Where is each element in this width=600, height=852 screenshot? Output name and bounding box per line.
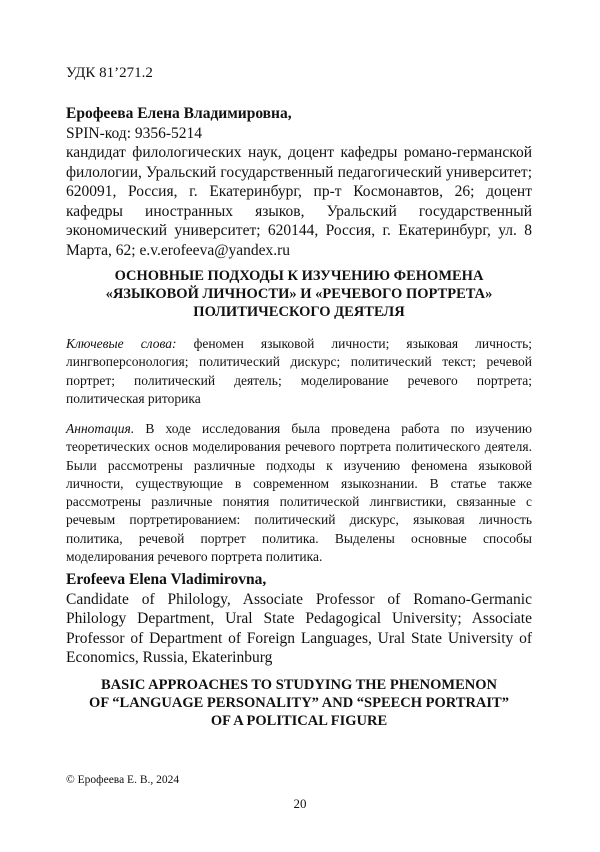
- title-en-line: BASIC APPROACHES TO STUDYING THE PHENOMENON: [100, 677, 497, 693]
- author-affiliation-ru: кандидат филологических наук, доцент кафедры романо-германской филологии, Уральский государственный педагогический университет; 620091, Россия, г. Екатеринбург, пр-т Космонавтов, 26; доцент кафедры иностранных языков, Уральский государственный экономический университет; 620144, Россия, г. Екатеринбург, ул. 8 Марта, 62; e.v.erofeeva@yandex.ru: [66, 144, 532, 259]
- title-ru-line: ОСНОВНЫЕ ПОДХОДЫ К ИЗУЧЕНИЮ ФЕНОМЕНА: [114, 268, 484, 284]
- title-ru-line: ПОЛИТИЧЕСКОГО ДЕЯТЕЛЯ: [193, 304, 405, 320]
- page-number: 20: [293, 796, 307, 811]
- title-ru-line: «ЯЗЫКОВОЙ ЛИЧНОСТИ» И «РЕЧЕВОГО ПОРТРЕТА»: [105, 286, 493, 302]
- title-en-line: OF “LANGUAGE PERSONALITY” AND “SPEECH PORTRAIT”: [89, 695, 509, 711]
- keywords: [66, 335, 532, 408]
- author-block-ru: [66, 104, 532, 260]
- annotation-label: Аннотация.: [66, 421, 135, 436]
- title-en-line: OF A POLITICAL FIGURE: [210, 713, 388, 729]
- annotation-text: В ходе исследования была проведена работа по изучению теоретических основ моделирования речевого портрета политического деятеля. Были рассмотрены различные подходы к изучению феномена языковой личности, существующие в современном языкознании. В статье также рассмотрены различные понятия политической лингвистики, связанные с речевым портретированием: политический дискурс, языковая личность политика, речевой портрет политика. Выделены основные способы моделирования речевого портрета политика.: [66, 421, 532, 565]
- keywords-text: феномен языковой личности; языковая личность; лингвоперсонология; политический дискурс; политический текст; речевой портрет; политический деятель; моделирование речевого портрета; политическая риторика: [66, 336, 532, 406]
- copyright: © Ерофеева Е. В., 2024: [66, 774, 180, 786]
- author-name-ru: Ерофеева Елена Владимировна,: [66, 105, 292, 122]
- author-spin: SPIN-код: 9356-5214: [66, 124, 203, 142]
- article-title-ru: [66, 267, 532, 321]
- annotation: [66, 420, 532, 566]
- author-name-en: Erofeeva Elena Vladimirovna,: [66, 571, 267, 588]
- author-block-en: [66, 570, 532, 668]
- keywords-label: Ключевые слова:: [66, 336, 177, 351]
- udc-code: УДК 81’271.2: [66, 65, 153, 81]
- author-affiliation-en: Candidate of Philology, Associate Professor of Romano-Germanic Philology Department, Ural State Pedagogical University; Associate Professor of Department of Foreign Languages, Ural State University of Economics, Russia, Ekaterinburg: [66, 590, 532, 666]
- article-title-en: [66, 676, 532, 730]
